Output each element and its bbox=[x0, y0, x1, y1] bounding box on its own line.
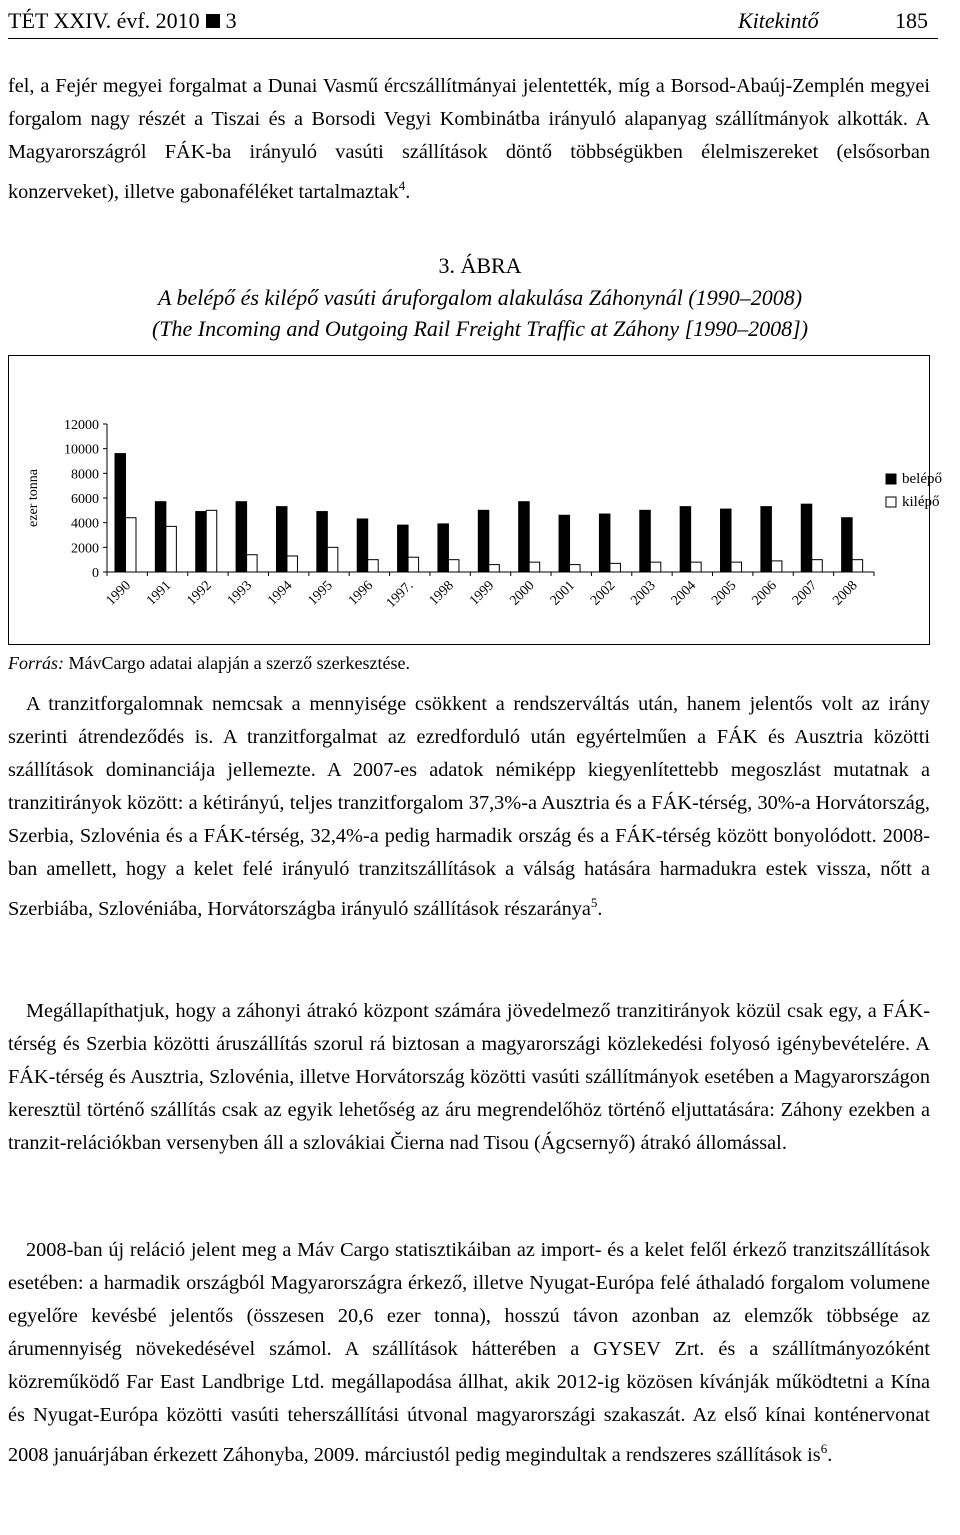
body-paragraph-3 bbox=[8, 1234, 930, 1472]
bar-belepo bbox=[196, 512, 207, 572]
y-tick-label: 8000 bbox=[71, 467, 99, 483]
paragraph-text: A tranzitforgalomnak nemcsak a mennyisége csökkent a rendszerváltás után, hanem jelentős volt az irány szerinti átrendeződés is. A tranzitforgalmat az ezredforduló után egyértelműen a FÁK és Ausztria közötti szállítások dominanciája jellemezte. A 2007-es adatok némiképp kiegyenlítettebb megoszlást mutatnak a tranzitirányok között: a kétirányú, teljes tranzitforgalom 37,3%-a Ausztria és a FÁK-térség, 30%-a Horvátország, Szerbia, Szlovénia és a FÁK-térség, 32,4%-a pedig harmadik ország és a FÁK-térség között bonyolódott. 2008-ban amellett, hogy a kelet felé irányuló tranzitszállítások a válság hatására harmadukra estek vissza, nőtt a Szerbiába, Szlovéniába, Horvátországba irányuló szállítások részaránya bbox=[8, 693, 930, 920]
footnote-ref: 4 bbox=[398, 178, 406, 193]
bar-belepo bbox=[680, 507, 691, 572]
square-bullet-icon bbox=[206, 14, 220, 28]
legend-label: kilépő bbox=[902, 494, 940, 510]
bar-kilepo bbox=[570, 565, 581, 572]
y-tick-label: 12000 bbox=[64, 418, 99, 433]
bar-kilepo bbox=[408, 557, 419, 572]
paragraph-text: 2008-ban új reláció jelent meg a Máv Cargo statisztikáiban az import- és a kelet felől érkező tranzitszállítások esetében: a harmadik országból Magyarországra érkező, illetve Nyugat-Európa felé áthaladó forgalom volumene egyelőre kevésbé jelentős (összesen 20,6 ezer tonna), hosszú távon azonban az elemzők többsége az árumennyiség növekedésével számol. A szállítások hátterében a GYSEV Zrt. és a szállítmányozóként közreműködő Far East Landbrige Ltd. megállapodása állhat, akik 2012-ig közösen kívánják működtetni a Kína és Nyugat-Európa közötti vasúti teherszállítási útvonal magyarországi szakaszát. Az első kínai konténervonat 2008 januárjában érkezett Záhonyba, 2009. márciustól pedig megindultak a rendszeres szállítások is bbox=[8, 1239, 930, 1466]
body-paragraph-1 bbox=[8, 688, 930, 926]
intro-end: . bbox=[405, 180, 411, 203]
x-tick-label: 1996 bbox=[345, 578, 377, 609]
x-tick-label: 2003 bbox=[628, 578, 659, 609]
y-tick-label: 0 bbox=[92, 566, 99, 581]
chart-frame bbox=[8, 355, 942, 645]
x-tick-label: 1992 bbox=[184, 578, 215, 609]
body-paragraph-2 bbox=[8, 995, 930, 1160]
x-tick-label: 2008 bbox=[830, 578, 861, 609]
bar-belepo bbox=[842, 518, 853, 572]
paragraph-end: . bbox=[597, 897, 603, 920]
figure-source bbox=[8, 648, 410, 678]
x-tick-label: 2004 bbox=[668, 578, 700, 609]
issue-number: 3 bbox=[225, 8, 237, 33]
x-tick-label: 1998 bbox=[426, 578, 457, 609]
legend-label: belépő bbox=[902, 471, 942, 487]
bar-belepo bbox=[115, 454, 126, 572]
bar-kilepo bbox=[771, 561, 782, 572]
bar-belepo bbox=[640, 510, 651, 572]
bar-belepo bbox=[478, 510, 489, 572]
x-tick-label: 2002 bbox=[588, 578, 619, 609]
figure-number: 3. ÁBRA bbox=[438, 253, 522, 278]
bar-kilepo bbox=[448, 560, 459, 572]
bar-kilepo bbox=[529, 562, 540, 572]
intro-paragraph bbox=[8, 70, 930, 209]
y-axis-label: ezer tonna bbox=[26, 469, 41, 527]
footnote-ref: 5 bbox=[590, 895, 598, 910]
figure-caption-en: (The Incoming and Outgoing Rail Freight Traffic at Záhony [1990–2008]) bbox=[151, 316, 809, 341]
x-tick-label: 1994 bbox=[265, 578, 296, 609]
bar-belepo bbox=[398, 525, 409, 572]
bar-belepo bbox=[438, 524, 449, 572]
bar-kilepo bbox=[650, 562, 661, 572]
bar-chart bbox=[9, 356, 942, 644]
x-tick-label: 2006 bbox=[749, 578, 780, 609]
y-tick-label: 4000 bbox=[71, 516, 99, 532]
source-label: Forrás: bbox=[8, 653, 65, 673]
bar-kilepo bbox=[731, 562, 742, 572]
bar-belepo bbox=[276, 507, 287, 572]
bar-kilepo bbox=[368, 560, 379, 572]
bar-kilepo bbox=[206, 510, 217, 572]
x-tick-label: 1999 bbox=[466, 578, 498, 609]
running-header bbox=[8, 4, 938, 39]
journal-name: TÉT XXIV. évf. 2010 bbox=[8, 8, 200, 33]
x-tick-label: 2005 bbox=[709, 578, 740, 609]
bar-belepo bbox=[155, 502, 166, 572]
bar-belepo bbox=[721, 509, 732, 572]
bar-kilepo bbox=[247, 555, 258, 572]
bar-kilepo bbox=[489, 565, 500, 572]
intro-text: fel, a Fejér megyei forgalmat a Dunai Vasmű ércszállítmányai jelentették, míg a Borsod-Abaúj-Zemplén megyei forgalom nagy részét a Tiszai és a Borsodi Vegyi Kombinátba irányuló alapanyag szállítmányok alkották. A Magyarországról FÁK-ba irányuló vasúti szállítások döntő többségükben élelmiszereket (elsősorban konzerveket), illetve gabonaféléket tartalmaztak bbox=[8, 75, 930, 203]
x-tick-label: 1993 bbox=[224, 578, 256, 609]
bar-kilepo bbox=[691, 562, 702, 572]
journal-issue bbox=[8, 8, 237, 34]
bar-belepo bbox=[236, 502, 247, 572]
bar-belepo bbox=[519, 502, 530, 572]
x-tick-label: 2001 bbox=[547, 578, 579, 609]
bar-kilepo bbox=[812, 560, 823, 572]
x-tick-label: 1997. bbox=[383, 578, 417, 612]
y-tick-label: 10000 bbox=[64, 442, 99, 458]
section-title: Kitekintő bbox=[738, 8, 819, 33]
bar-belepo bbox=[599, 514, 610, 572]
bar-kilepo bbox=[852, 560, 863, 572]
bar-kilepo bbox=[610, 563, 621, 572]
paragraph-text: Megállapíthatjuk, hogy a záhonyi átrakó központ számára jövedelmező tranzitirányok közül csak egy, a FÁK-térség és Szerbia közötti áruszállítás szorul rá biztosan a magyarországi közlekedési folyosó igénybevételére. A FÁK-térség és Ausztria, Szlovénia, illetve Horvátország közötti vasúti szállítmányok esetében a Magyarországon keresztül történő szállítás csak az egyik lehetőség az áru megrendelőhöz történő eljuttatására: Záhony ezekben a tranzit-relációkban versenyben áll a szlovákiai Čierna nad Tisou (Ágcsernyő) átrakó állomással. bbox=[8, 1000, 930, 1154]
page-number: 185 bbox=[895, 8, 928, 33]
legend-swatch-belepo bbox=[886, 474, 896, 484]
footnote-ref: 6 bbox=[820, 1441, 828, 1456]
legend-swatch-kilepo bbox=[886, 497, 896, 507]
x-tick-label: 2000 bbox=[507, 578, 538, 609]
bar-kilepo bbox=[166, 526, 177, 572]
bar-kilepo bbox=[287, 556, 298, 572]
x-tick-label: 1995 bbox=[305, 578, 336, 609]
bar-belepo bbox=[317, 512, 328, 572]
figure-caption-hu: A belépő és kilépő vasúti áruforgalom alakulása Záhonynál (1990–2008) bbox=[157, 285, 803, 310]
x-tick-label: 1990 bbox=[103, 578, 135, 609]
bar-belepo bbox=[801, 504, 812, 572]
y-tick-label: 6000 bbox=[71, 492, 99, 507]
source-text: MávCargo adatai alapján a szerző szerkesztése. bbox=[68, 653, 411, 673]
bar-kilepo bbox=[327, 547, 338, 572]
bar-kilepo bbox=[126, 518, 137, 572]
paragraph-end: . bbox=[827, 1443, 833, 1466]
bar-belepo bbox=[357, 519, 368, 572]
y-tick-label: 2000 bbox=[71, 541, 99, 557]
x-tick-label: 1991 bbox=[143, 578, 175, 609]
bar-belepo bbox=[761, 507, 772, 572]
bar-belepo bbox=[559, 515, 570, 572]
x-tick-label: 2007 bbox=[789, 578, 821, 609]
